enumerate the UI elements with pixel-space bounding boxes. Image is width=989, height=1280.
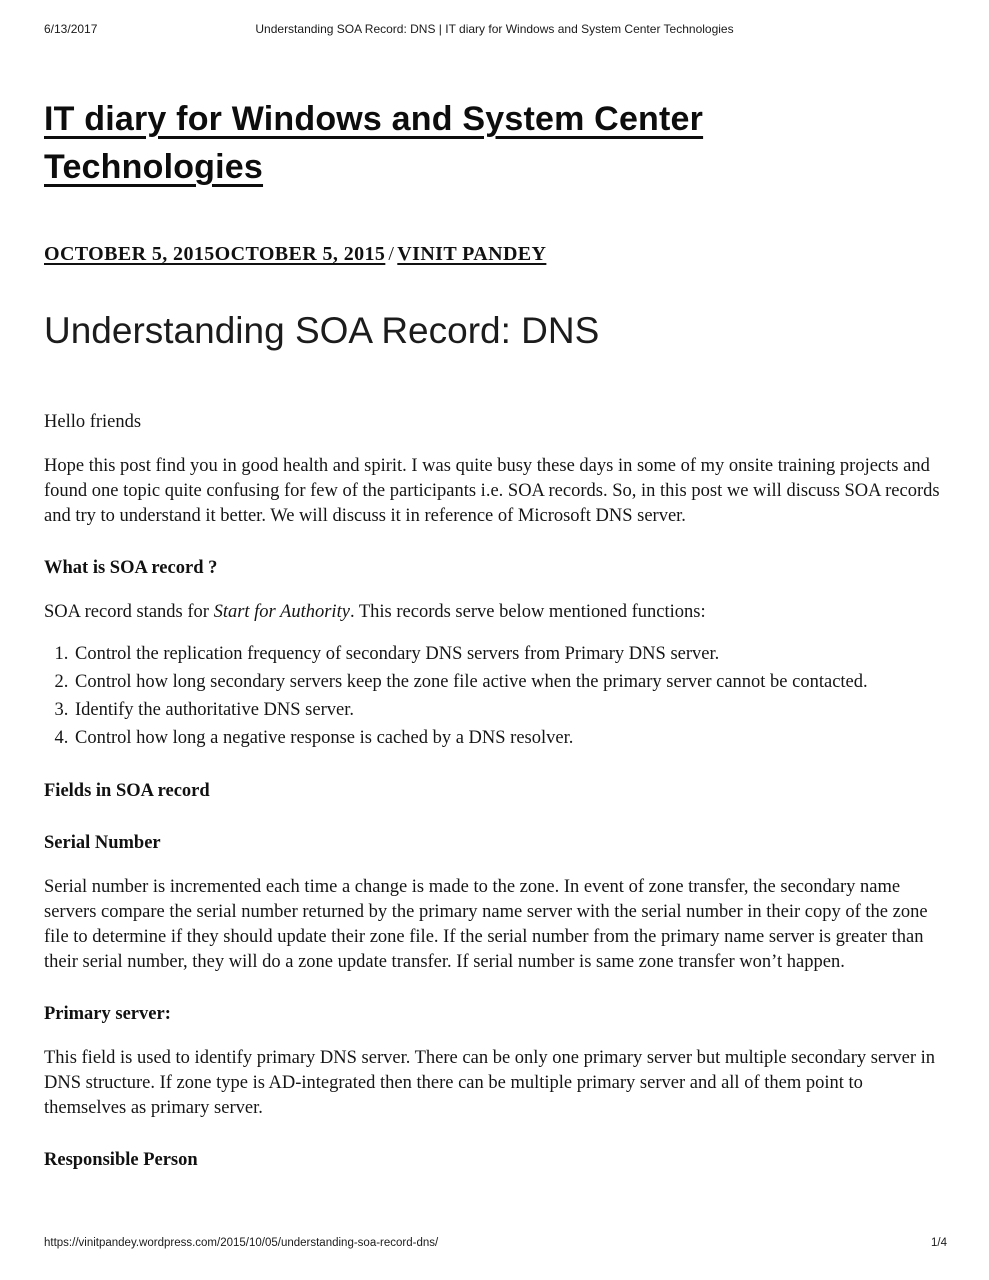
greeting-paragraph: Hello friends [44, 411, 142, 432]
lead-prefix: SOA record stands for [44, 601, 214, 622]
list-item: 2. Control how long secondary servers keep the zone file active when the primary server cannot be contacted. [73, 668, 945, 696]
print-header [44, 22, 945, 36]
post-title: Understanding SOA Record: DNS [44, 310, 600, 352]
what-is-lead-paragraph [44, 600, 945, 625]
print-header-title: Understanding SOA Record: DNS | IT diary for Windows and System Center Technologies [255, 22, 734, 36]
post-date-link[interactable]: OCTOBER 5, 2015OCTOBER 5, 2015 [44, 243, 386, 266]
heading-serial-number: Serial Number [44, 832, 161, 853]
list-item: 4. Control how long a negative response is cached by a DNS resolver. [73, 724, 945, 752]
site-title-link[interactable]: IT diary for Windows and System Center Technologies [44, 100, 704, 186]
author-link[interactable]: VINIT PANDEY [397, 243, 547, 266]
heading-what-is-soa: What is SOA record ? [44, 557, 218, 578]
intro-paragraph: Hope this post find you in good health and spirit. I was quite busy these days in some of my onsite training projects and found one topic quite confusing for few of the participants i.e. SOA records. So, in this post we will discuss SOA records and try to understand it better. We will discuss it in reference of Microsoft DNS server. [44, 455, 940, 526]
print-header-date: 6/13/2017 [44, 22, 98, 36]
serial-number-paragraph: Serial number is incremented each time a change is made to the zone. In event of zone transfer, the secondary name servers compare the serial number returned by the primary name server with the serial number in their copy of the zone file to determine if they should update their zone file. If the serial number from the primary name server is greater than their serial number, they will do a zone update transfer. If serial number is same zone transfer won’t happen. [44, 876, 928, 972]
list-item: 3. Identify the authoritative DNS server. [73, 696, 945, 724]
meta-separator: / [388, 243, 395, 266]
heading-responsible-person: Responsible Person [44, 1149, 198, 1170]
list-item: 1. Control the replication frequency of secondary DNS servers from Primary DNS server. [73, 640, 945, 668]
print-footer [44, 1237, 947, 1249]
heading-fields: Fields in SOA record [44, 780, 210, 801]
print-footer-page-number: 1/4 [931, 1237, 947, 1249]
primary-server-paragraph: This field is used to identify primary DNS server. There can be only one primary server but multiple secondary server in DNS structure. If zone type is AD-integrated then there can be multiple primary server and all of them point to themselves as primary server. [44, 1047, 936, 1118]
post-meta [44, 243, 945, 266]
lead-italic-term: Start for Authority [213, 601, 350, 622]
heading-primary-server: Primary server: [44, 1003, 171, 1024]
site-title-wrap [44, 96, 864, 191]
article [44, 96, 945, 1173]
print-footer-url: https://vinitpandey.wordpress.com/2015/10/05/understanding-soa-record-dns/ [44, 1237, 439, 1249]
lead-suffix: . This records serve below mentioned functions: [349, 601, 706, 622]
soa-functions-list [44, 640, 945, 752]
